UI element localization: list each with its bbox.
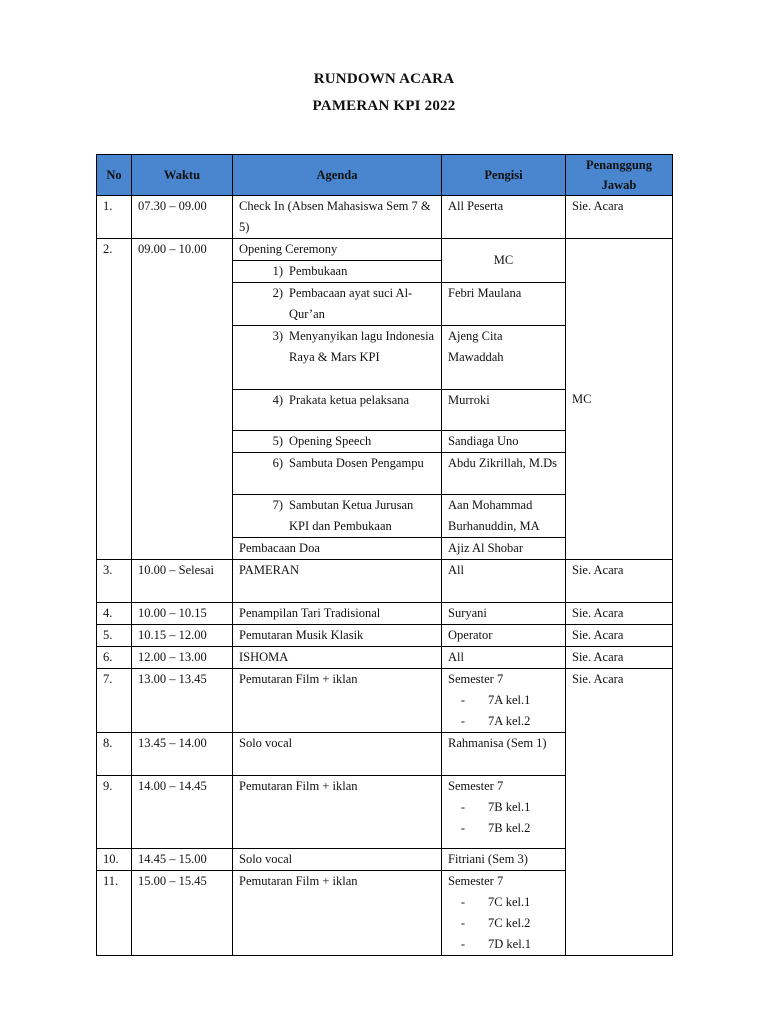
item-number: 7) bbox=[272, 498, 283, 512]
header-penanggung-jawab: Penanggung Jawab bbox=[566, 155, 673, 196]
list-item-text: 7A kel.1 bbox=[488, 693, 531, 707]
list-item-text: 7C kel.2 bbox=[488, 916, 531, 930]
cell-agenda: Pemutaran Film + iklan bbox=[233, 776, 442, 849]
table-row bbox=[97, 603, 673, 625]
cell-pengisi: All bbox=[442, 560, 566, 603]
cell-agenda: Pembacaan Doa bbox=[233, 538, 442, 560]
cell-pengisi: Rahmanisa (Sem 1) bbox=[442, 733, 566, 776]
list-item-text: 7B kel.1 bbox=[488, 800, 531, 814]
cell-pj-mc: MC bbox=[566, 239, 673, 560]
bullet-dash: - bbox=[460, 937, 466, 951]
table-row bbox=[97, 560, 673, 603]
table-header-row bbox=[97, 155, 673, 196]
cell-pj: Sie. Acara bbox=[566, 560, 673, 603]
cell-pengisi: Aan Mohammad Burhanuddin, MA bbox=[442, 495, 566, 538]
pengisi-label: Semester 7 bbox=[448, 672, 504, 686]
cell-pj: Sie. Acara bbox=[566, 647, 673, 669]
list-item bbox=[448, 711, 559, 732]
cell-no: 11. bbox=[97, 871, 132, 956]
table-row bbox=[97, 196, 673, 239]
cell-waktu: 10.00 – 10.15 bbox=[132, 603, 233, 625]
cell-agenda: PAMERAN bbox=[233, 560, 442, 603]
cell-agenda: ISHOMA bbox=[233, 647, 442, 669]
bullet-dash: - bbox=[460, 693, 466, 707]
cell-agenda: Opening Ceremony bbox=[233, 239, 442, 261]
cell-waktu: 09.00 – 10.00 bbox=[132, 239, 233, 560]
bullet-dash: - bbox=[460, 714, 466, 728]
cell-pengisi: Ajeng Cita Mawaddah bbox=[442, 326, 566, 390]
cell-pengisi bbox=[442, 776, 566, 849]
cell-pengisi: Suryani bbox=[442, 603, 566, 625]
cell-no: 6. bbox=[97, 647, 132, 669]
bullet-dash: - bbox=[460, 821, 466, 835]
cell-no: 10. bbox=[97, 849, 132, 871]
cell-agenda-item bbox=[233, 283, 442, 326]
cell-pj: Sie. Acara bbox=[566, 669, 673, 956]
header-pengisi: Pengisi bbox=[442, 155, 566, 196]
cell-no: 2. bbox=[97, 239, 132, 560]
list-item bbox=[448, 690, 559, 711]
pengisi-label: Semester 7 bbox=[448, 779, 504, 793]
cell-agenda: Pemutaran Film + iklan bbox=[233, 871, 442, 956]
header-no: No bbox=[97, 155, 132, 196]
cell-pengisi-mc: MC bbox=[442, 239, 566, 283]
cell-waktu: 10.15 – 12.00 bbox=[132, 625, 233, 647]
list-item bbox=[448, 934, 559, 955]
cell-pengisi: Operator bbox=[442, 625, 566, 647]
cell-pengisi bbox=[442, 669, 566, 733]
table-row bbox=[97, 647, 673, 669]
rundown-table bbox=[96, 154, 673, 956]
cell-waktu: 13.00 – 13.45 bbox=[132, 669, 233, 733]
cell-pj: Sie. Acara bbox=[566, 625, 673, 647]
list-item-text: 7A kel.2 bbox=[488, 714, 531, 728]
list-item-text: 7D kel.1 bbox=[488, 937, 532, 951]
item-number: 2) bbox=[272, 286, 283, 300]
cell-waktu: 14.45 – 15.00 bbox=[132, 849, 233, 871]
cell-pj: Sie. Acara bbox=[566, 196, 673, 239]
cell-no: 1. bbox=[97, 196, 132, 239]
table-row bbox=[97, 625, 673, 647]
cell-pengisi: Febri Maulana bbox=[442, 283, 566, 326]
cell-no: 4. bbox=[97, 603, 132, 625]
list-item-text: 7C kel.1 bbox=[488, 895, 531, 909]
cell-agenda-item bbox=[233, 453, 442, 495]
cell-waktu: 13.45 – 14.00 bbox=[132, 733, 233, 776]
cell-waktu: 15.00 – 15.45 bbox=[132, 871, 233, 956]
bullet-dash: - bbox=[460, 800, 466, 814]
cell-pengisi: All Peserta bbox=[442, 196, 566, 239]
list-item-text: 7B kel.2 bbox=[488, 821, 531, 835]
cell-waktu: 12.00 – 13.00 bbox=[132, 647, 233, 669]
list-item bbox=[448, 913, 559, 934]
cell-no: 8. bbox=[97, 733, 132, 776]
cell-agenda: Pemutaran Musik Klasik bbox=[233, 625, 442, 647]
header-agenda: Agenda bbox=[233, 155, 442, 196]
cell-pengisi: Murroki bbox=[442, 390, 566, 431]
cell-agenda: Pemutaran Film + iklan bbox=[233, 669, 442, 733]
list-item bbox=[448, 818, 559, 839]
pengisi-label: Semester 7 bbox=[448, 874, 504, 888]
item-number: 6) bbox=[272, 456, 283, 470]
cell-agenda: Solo vocal bbox=[233, 849, 442, 871]
header-waktu: Waktu bbox=[132, 155, 233, 196]
cell-agenda: Solo vocal bbox=[233, 733, 442, 776]
cell-no: 7. bbox=[97, 669, 132, 733]
item-text: Menyanyikan lagu Indonesia Raya & Mars KPI bbox=[289, 329, 435, 364]
cell-agenda: Penampilan Tari Tradisional bbox=[233, 603, 442, 625]
item-number: 1) bbox=[272, 264, 283, 278]
cell-pengisi: Sandiaga Uno bbox=[442, 431, 566, 453]
cell-waktu: 10.00 – Selesai bbox=[132, 560, 233, 603]
bullet-dash: - bbox=[460, 895, 466, 909]
item-text: Sambutan Ketua Jurusan KPI dan Pembukaan bbox=[289, 498, 414, 533]
cell-pengisi: All bbox=[442, 647, 566, 669]
bullet-dash: - bbox=[460, 916, 466, 930]
item-text: Pembukaan bbox=[289, 264, 348, 278]
cell-no: 9. bbox=[97, 776, 132, 849]
cell-pj: Sie. Acara bbox=[566, 603, 673, 625]
list-item bbox=[448, 892, 559, 913]
item-number: 4) bbox=[272, 393, 283, 407]
cell-agenda-item bbox=[233, 326, 442, 390]
document-title: RUNDOWN ACARA bbox=[313, 71, 455, 87]
cell-pengisi: Ajiz Al Shobar bbox=[442, 538, 566, 560]
list-item bbox=[448, 797, 559, 818]
cell-pengisi: Abdu Zikrillah, M.Ds bbox=[442, 453, 566, 495]
item-number: 5) bbox=[272, 434, 283, 448]
cell-pengisi: Fitriani (Sem 3) bbox=[442, 849, 566, 871]
item-text: Sambuta Dosen Pengampu bbox=[289, 456, 424, 470]
cell-agenda: Check In (Absen Mahasiswa Sem 7 & 5) bbox=[233, 196, 442, 239]
document-subtitle: PAMERAN KPI 2022 bbox=[312, 98, 456, 114]
cell-waktu: 14.00 – 14.45 bbox=[132, 776, 233, 849]
item-text: Prakata ketua pelaksana bbox=[289, 393, 410, 407]
table-row bbox=[97, 239, 673, 261]
cell-no: 3. bbox=[97, 560, 132, 603]
table-row bbox=[97, 669, 673, 733]
cell-agenda-item bbox=[233, 261, 442, 283]
cell-waktu: 07.30 – 09.00 bbox=[132, 196, 233, 239]
cell-agenda-item bbox=[233, 495, 442, 538]
item-number: 3) bbox=[272, 329, 283, 343]
cell-no: 5. bbox=[97, 625, 132, 647]
cell-pengisi bbox=[442, 871, 566, 956]
item-text: Pembacaan ayat suci Al-Qur’an bbox=[289, 286, 413, 321]
cell-agenda-item bbox=[233, 431, 442, 453]
item-text: Opening Speech bbox=[289, 434, 372, 448]
cell-agenda-item bbox=[233, 390, 442, 431]
